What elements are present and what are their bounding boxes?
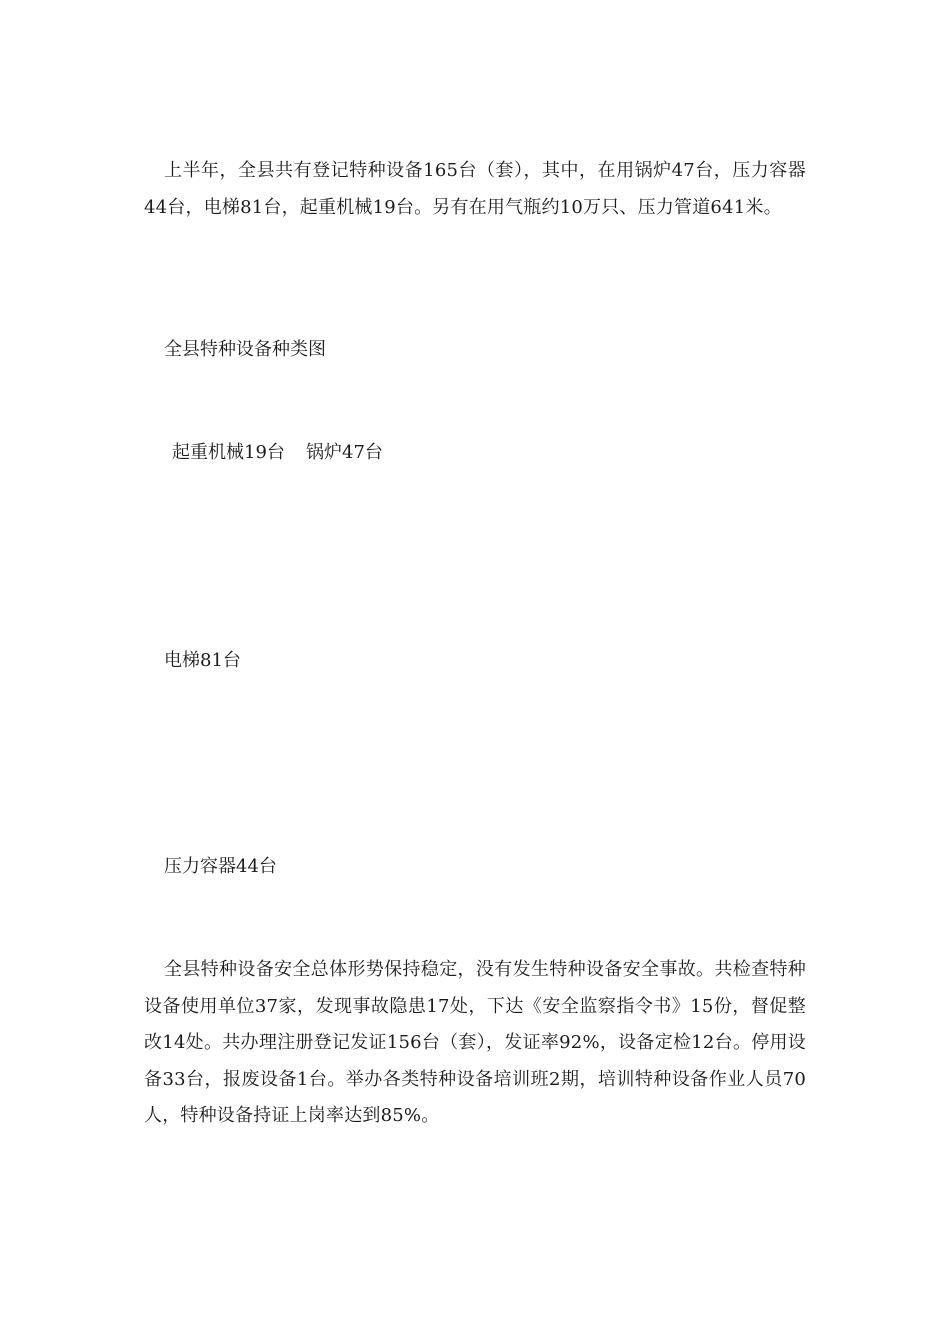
chart-label-elevator: 电梯81台	[164, 650, 241, 671]
summary-paragraph: 上半年，全县共有登记特种设备165台（套），其中，在用锅炉47台，压力容器44台，电梯81台，起重机械19台。另有在用气瓶约10万只、压力管道641米。	[144, 160, 806, 218]
safety-paragraph: 全县特种设备安全总体形势保持稳定，没有发生特种设备安全事故。共检查特种设备使用单位37家，发现事故隐患17处，下达《安全监察指令书》15份，督促整改14处。共办理注册登记发证156台（套），发证率92%，设备定检12台。停用设备33台，报废设备1台。举办各类特种设备培训班2期，培训特种设备作业人员70人，特种设备持证上岗率达到85%。	[144, 959, 806, 1126]
chart-label-pressure-vessel: 压力容器44台	[164, 856, 277, 877]
chart-label-crane: 起重机械19台	[172, 442, 285, 463]
chart-label-boiler: 锅炉47台	[306, 442, 383, 463]
chart-title: 全县特种设备种类图	[164, 339, 326, 360]
